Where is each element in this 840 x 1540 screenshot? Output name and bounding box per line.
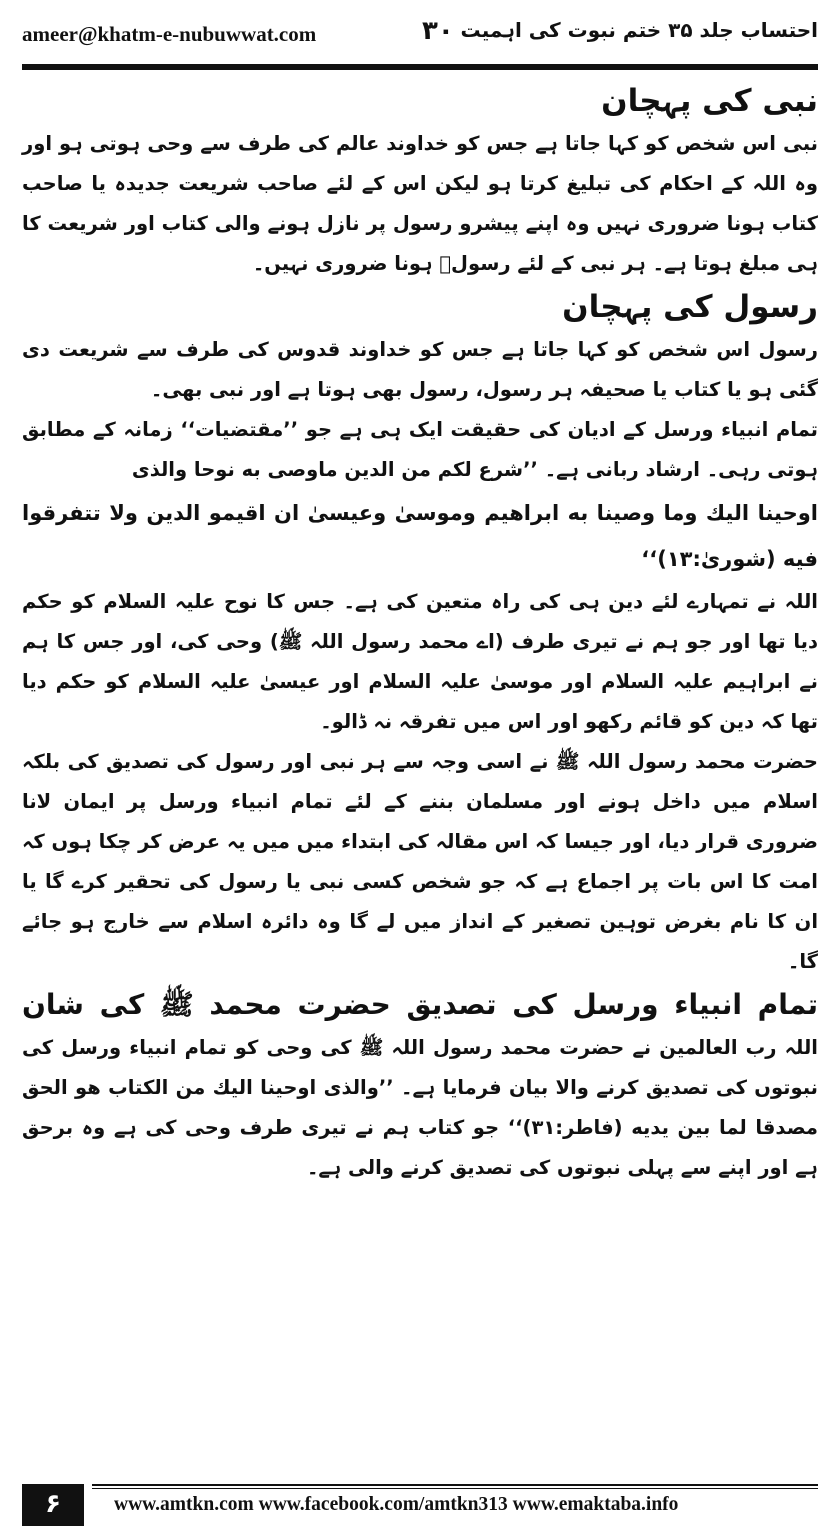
section-heading-tasdeeq: تمام انبیاء ورسل کی تصدیق حضرت محمد ﷺ کی شان bbox=[22, 988, 818, 1021]
quran-verse: اوحینا الیك وما وصینا به ابراهیم وموسیٰ وعیسیٰ ان اقیمو الدین ولا تتفرقوا فیه (شوریٰ:۱۳)‘‘ bbox=[22, 501, 818, 571]
page-number: ۳۰ bbox=[422, 16, 454, 46]
section-heading-rasool: رسول کی پہچان bbox=[562, 289, 818, 325]
footer-page-box: ۶ bbox=[22, 1484, 84, 1526]
paragraph: رسول اس شخص کو کہا جاتا ہے جس کو خداوند قدوس کی طرف سے شریعت دی گئی ہو یا کتاب یا صحیفہ ہر رسول، رسول بھی ہوتا ہے اور نبی بھی۔ bbox=[22, 338, 818, 401]
email-address: ameer@khatm-e-nubuwwat.com bbox=[22, 22, 317, 46]
book-title: احتساب جلد ۳۵ ختم نبوت کی اہمیت bbox=[460, 18, 818, 42]
section-heading-nabi: نبی کی پہچان bbox=[601, 83, 818, 119]
footer-divider bbox=[92, 1484, 818, 1486]
page-body bbox=[22, 78, 818, 1188]
page-header bbox=[22, 18, 818, 60]
paragraph: حضرت محمد رسول اللہ ﷺ نے اسی وجہ سے ہر نبی اور رسول کی تصدیق کی بلکہ اسلام میں داخل ہونے اور مسلمان بننے کے لئے تمام انبیاء ورسل پر ایمان لانا ضروری قرار دیا، اور جیسا کہ اس مقالہ کی ابتداء میں میں یہ عرض کر چکا ہوں کہ امت کا اس بات پر اجماع ہے کہ جو شخص کسی نبی یا رسول کی تحقیر کرے گا یا ان کا نام بغرض توہین تصغیر کے انداز میں لے گا وہ دائرہ اسلام سے خارج ہو جائے گا۔ bbox=[21, 750, 818, 973]
page-footer bbox=[22, 1484, 818, 1526]
footer-divider-thin bbox=[92, 1488, 818, 1489]
paragraph: اللہ نے تمہارے لئے دین ہی کی راہ متعین کی ہے۔ جس کا نوح علیہ السلام کو حکم دیا تھا اور جو ہم نے تیری طرف (اے محمد رسول اللہ ﷺ) وحی کی، اور جس کا ہم نے ابراہیم علیہ السلام اور موسیٰ علیہ السلام اور عیسیٰ علیہ السلام کو حکم دیا تھا کہ دین کو قائم رکھو اور اس میں تفرقہ نہ ڈالو۔ bbox=[22, 590, 818, 733]
footer-websites: www.amtkn.com www.facebook.com/amtkn313 www.emaktaba.info bbox=[114, 1494, 679, 1515]
paragraph: نبی اس شخص کو کہا جاتا ہے جس کو خداوند عالم کی طرف سے وحی ہوتی ہو اور وہ اللہ کے احکام کی تبلیغ کرتا ہو لیکن اس کے لئے صاحب شریعت جدیدہ یا صاحب کتاب ہونا ضروری نہیں وہ اپنے پیشرو رسول پر نازل ہونے والی کتاب اور شریعت کا ہی مبلغ ہوتا ہے۔ ہر نبی کے لئے رسولؐ ہونا ضروری نہیں۔ bbox=[22, 132, 818, 275]
paragraph: اللہ رب العالمین نے حضرت محمد رسول اللہ ﷺ کی وحی کو تمام انبیاء ورسل کی نبوتوں کی تصدیق کرنے والا بیان فرمایا ہے۔ ’’والذی اوحینا الیك من الکتاب هو الحق مصدقا لما بین یدیه (فاطر:۳۱)‘‘ جو کتاب ہم نے تیری طرف وحی کی ہے وہ برحق ہے اور اپنے سے پہلی نبوتوں کی تصدیق کرنے والی ہے۔ bbox=[22, 1036, 818, 1179]
paragraph: تمام انبیاء ورسل کے ادیان کی حقیقت ایک ہی ہے جو ’’مقتضیات‘‘ زمانہ کے مطابق ہوتی رہی۔ ارشاد ربانی ہے۔ ’’شرع لکم من الدین ماوصی به نوحا والذی bbox=[22, 418, 818, 481]
header-divider bbox=[22, 64, 818, 70]
